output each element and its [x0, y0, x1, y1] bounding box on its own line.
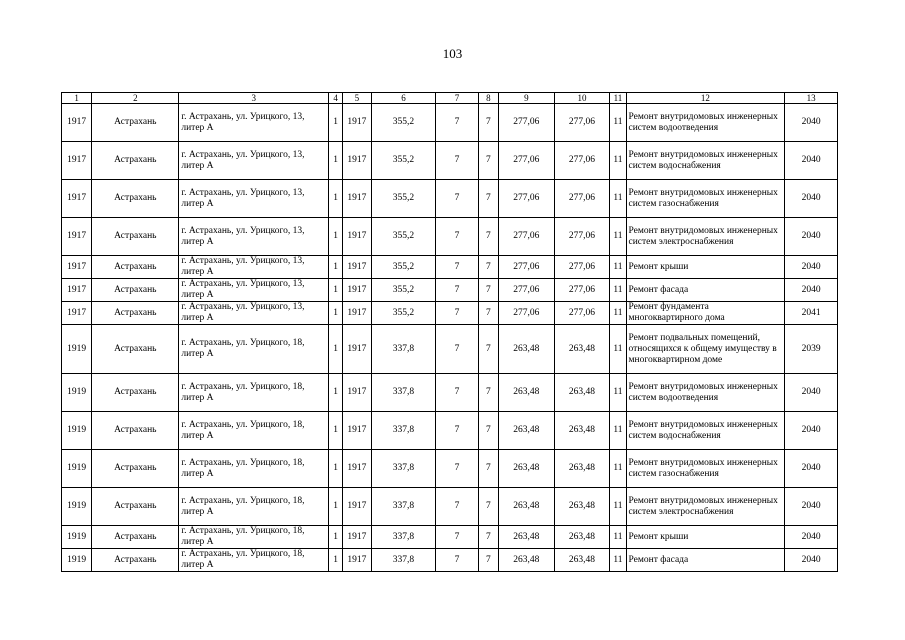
city-cell: Астрахань [92, 256, 179, 279]
area-cell: 277,06 [499, 279, 555, 302]
year-built-cell: 1917 [343, 279, 371, 302]
table-row [62, 488, 838, 526]
address-cell: г. Астрахань, ул. Урицкого, 13, литер А [179, 256, 329, 279]
count-cell: 1 [329, 104, 343, 142]
count-cell: 1 [329, 180, 343, 218]
value-cell: 7 [478, 256, 498, 279]
value-cell: 7 [436, 374, 478, 412]
group-number-cell: 1917 [62, 256, 92, 279]
area-cell: 263,48 [554, 412, 610, 450]
total-area-cell: 337,8 [371, 526, 436, 549]
period-cell: 2040 [785, 450, 838, 488]
area-cell: 277,06 [554, 180, 610, 218]
column-header: 4 [329, 93, 343, 104]
year-built-cell: 1917 [343, 218, 371, 256]
table-row [62, 180, 838, 218]
group-number-cell: 1919 [62, 549, 92, 572]
value-cell: 7 [478, 488, 498, 526]
code-cell: 11 [610, 374, 626, 412]
city-cell: Астрахань [92, 488, 179, 526]
total-area-cell: 355,2 [371, 218, 436, 256]
area-cell: 263,48 [499, 526, 555, 549]
year-built-cell: 1917 [343, 180, 371, 218]
period-cell: 2040 [785, 526, 838, 549]
city-cell: Астрахань [92, 374, 179, 412]
value-cell: 7 [436, 450, 478, 488]
group-number-cell: 1917 [62, 180, 92, 218]
year-built-cell: 1917 [343, 488, 371, 526]
group-number-cell: 1919 [62, 450, 92, 488]
address-cell: г. Астрахань, ул. Урицкого, 18, литер А [179, 412, 329, 450]
address-cell: г. Астрахань, ул. Урицкого, 13, литер А [179, 218, 329, 256]
column-header: 8 [478, 93, 498, 104]
area-cell: 277,06 [554, 302, 610, 325]
work-type-cell: Ремонт внутридомовых инженерных систем водоотведения [626, 104, 785, 142]
city-cell: Астрахань [92, 279, 179, 302]
value-cell: 7 [436, 549, 478, 572]
code-cell: 11 [610, 104, 626, 142]
year-built-cell: 1917 [343, 325, 371, 374]
count-cell: 1 [329, 218, 343, 256]
code-cell: 11 [610, 142, 626, 180]
group-number-cell: 1919 [62, 325, 92, 374]
table-row [62, 549, 838, 572]
count-cell: 1 [329, 526, 343, 549]
count-cell: 1 [329, 279, 343, 302]
table-row [62, 142, 838, 180]
city-cell: Астрахань [92, 549, 179, 572]
year-built-cell: 1917 [343, 302, 371, 325]
value-cell: 7 [478, 142, 498, 180]
work-type-cell: Ремонт фундамента многоквартирного дома [626, 302, 785, 325]
code-cell: 11 [610, 302, 626, 325]
period-cell: 2040 [785, 412, 838, 450]
address-cell: г. Астрахань, ул. Урицкого, 18, литер А [179, 374, 329, 412]
total-area-cell: 355,2 [371, 302, 436, 325]
year-built-cell: 1917 [343, 142, 371, 180]
work-type-cell: Ремонт внутридомовых инженерных систем газоснабжения [626, 450, 785, 488]
column-header: 7 [436, 93, 478, 104]
address-cell: г. Астрахань, ул. Урицкого, 18, литер А [179, 488, 329, 526]
count-cell: 1 [329, 488, 343, 526]
group-number-cell: 1919 [62, 412, 92, 450]
city-cell: Астрахань [92, 526, 179, 549]
count-cell: 1 [329, 302, 343, 325]
city-cell: Астрахань [92, 218, 179, 256]
work-type-cell: Ремонт внутридомовых инженерных систем водоотведения [626, 374, 785, 412]
area-cell: 277,06 [499, 180, 555, 218]
area-cell: 277,06 [554, 218, 610, 256]
table-row [62, 325, 838, 374]
work-type-cell: Ремонт фасада [626, 549, 785, 572]
area-cell: 263,48 [499, 374, 555, 412]
period-cell: 2040 [785, 256, 838, 279]
address-cell: г. Астрахань, ул. Урицкого, 13, литер А [179, 104, 329, 142]
total-area-cell: 337,8 [371, 325, 436, 374]
group-number-cell: 1917 [62, 104, 92, 142]
value-cell: 7 [478, 374, 498, 412]
code-cell: 11 [610, 488, 626, 526]
period-cell: 2040 [785, 218, 838, 256]
value-cell: 7 [436, 256, 478, 279]
area-cell: 277,06 [499, 256, 555, 279]
area-cell: 277,06 [554, 256, 610, 279]
value-cell: 7 [436, 279, 478, 302]
group-number-cell: 1917 [62, 279, 92, 302]
period-cell: 2040 [785, 104, 838, 142]
work-type-cell: Ремонт внутридомовых инженерных систем электроснабжения [626, 218, 785, 256]
total-area-cell: 355,2 [371, 256, 436, 279]
column-header: 12 [626, 93, 785, 104]
table-row [62, 302, 838, 325]
code-cell: 11 [610, 412, 626, 450]
count-cell: 1 [329, 325, 343, 374]
work-type-cell: Ремонт подвальных помещений, относящихся к общему имуществу в многоквартирном доме [626, 325, 785, 374]
work-type-cell: Ремонт фасада [626, 279, 785, 302]
value-cell: 7 [478, 450, 498, 488]
value-cell: 7 [478, 279, 498, 302]
address-cell: г. Астрахань, ул. Урицкого, 13, литер А [179, 279, 329, 302]
area-cell: 277,06 [499, 104, 555, 142]
address-cell: г. Астрахань, ул. Урицкого, 13, литер А [179, 142, 329, 180]
table-row [62, 218, 838, 256]
value-cell: 7 [478, 526, 498, 549]
city-cell: Астрахань [92, 325, 179, 374]
value-cell: 7 [436, 142, 478, 180]
column-header: 1 [62, 93, 92, 104]
group-number-cell: 1919 [62, 488, 92, 526]
area-cell: 277,06 [499, 218, 555, 256]
area-cell: 263,48 [554, 549, 610, 572]
value-cell: 7 [436, 104, 478, 142]
work-type-cell: Ремонт внутридомовых инженерных систем водоснабжения [626, 412, 785, 450]
total-area-cell: 337,8 [371, 412, 436, 450]
year-built-cell: 1917 [343, 526, 371, 549]
page-number: 103 [442, 46, 463, 61]
city-cell: Астрахань [92, 302, 179, 325]
code-cell: 11 [610, 325, 626, 374]
total-area-cell: 337,8 [371, 374, 436, 412]
year-built-cell: 1917 [343, 374, 371, 412]
area-cell: 263,48 [554, 526, 610, 549]
count-cell: 1 [329, 256, 343, 279]
work-type-cell: Ремонт внутридомовых инженерных систем водоснабжения [626, 142, 785, 180]
city-cell: Астрахань [92, 450, 179, 488]
year-built-cell: 1917 [343, 256, 371, 279]
table-row [62, 412, 838, 450]
total-area-cell: 337,8 [371, 549, 436, 572]
value-cell: 7 [478, 104, 498, 142]
work-type-cell: Ремонт крыши [626, 526, 785, 549]
group-number-cell: 1919 [62, 374, 92, 412]
address-cell: г. Астрахань, ул. Урицкого, 18, литер А [179, 325, 329, 374]
value-cell: 7 [478, 302, 498, 325]
period-cell: 2040 [785, 374, 838, 412]
city-cell: Астрахань [92, 104, 179, 142]
area-cell: 263,48 [499, 488, 555, 526]
count-cell: 1 [329, 450, 343, 488]
address-cell: г. Астрахань, ул. Урицкого, 18, литер А [179, 549, 329, 572]
total-area-cell: 355,2 [371, 104, 436, 142]
table-row [62, 279, 838, 302]
period-cell: 2039 [785, 325, 838, 374]
work-type-cell: Ремонт внутридомовых инженерных систем электроснабжения [626, 488, 785, 526]
total-area-cell: 337,8 [371, 488, 436, 526]
count-cell: 1 [329, 549, 343, 572]
address-cell: г. Астрахань, ул. Урицкого, 13, литер А [179, 302, 329, 325]
capital-repair-table [61, 92, 838, 572]
column-header: 6 [371, 93, 436, 104]
area-cell: 263,48 [499, 325, 555, 374]
table-row [62, 526, 838, 549]
value-cell: 7 [436, 180, 478, 218]
column-header: 13 [785, 93, 838, 104]
year-built-cell: 1917 [343, 549, 371, 572]
table-header-row [62, 93, 838, 104]
work-type-cell: Ремонт внутридомовых инженерных систем газоснабжения [626, 180, 785, 218]
value-cell: 7 [478, 180, 498, 218]
column-header: 3 [179, 93, 329, 104]
period-cell: 2040 [785, 142, 838, 180]
table-row [62, 450, 838, 488]
year-built-cell: 1917 [343, 412, 371, 450]
value-cell: 7 [478, 325, 498, 374]
area-cell: 263,48 [499, 549, 555, 572]
table-row [62, 256, 838, 279]
value-cell: 7 [436, 302, 478, 325]
group-number-cell: 1917 [62, 302, 92, 325]
value-cell: 7 [436, 412, 478, 450]
area-cell: 277,06 [499, 142, 555, 180]
area-cell: 263,48 [554, 488, 610, 526]
year-built-cell: 1917 [343, 450, 371, 488]
year-built-cell: 1917 [343, 104, 371, 142]
area-cell: 263,48 [554, 325, 610, 374]
area-cell: 277,06 [554, 104, 610, 142]
total-area-cell: 355,2 [371, 279, 436, 302]
value-cell: 7 [436, 218, 478, 256]
area-cell: 263,48 [554, 374, 610, 412]
code-cell: 11 [610, 279, 626, 302]
period-cell: 2041 [785, 302, 838, 325]
column-header: 10 [554, 93, 610, 104]
column-header: 9 [499, 93, 555, 104]
address-cell: г. Астрахань, ул. Урицкого, 18, литер А [179, 450, 329, 488]
address-cell: г. Астрахань, ул. Урицкого, 13, литер А [179, 180, 329, 218]
value-cell: 7 [436, 526, 478, 549]
table-row [62, 104, 838, 142]
city-cell: Астрахань [92, 412, 179, 450]
code-cell: 11 [610, 256, 626, 279]
value-cell: 7 [436, 325, 478, 374]
code-cell: 11 [610, 180, 626, 218]
period-cell: 2040 [785, 180, 838, 218]
group-number-cell: 1919 [62, 526, 92, 549]
count-cell: 1 [329, 142, 343, 180]
area-cell: 263,48 [499, 450, 555, 488]
code-cell: 11 [610, 526, 626, 549]
area-cell: 277,06 [554, 142, 610, 180]
city-cell: Астрахань [92, 142, 179, 180]
code-cell: 11 [610, 450, 626, 488]
column-header: 2 [92, 93, 179, 104]
address-cell: г. Астрахань, ул. Урицкого, 18, литер А [179, 526, 329, 549]
area-cell: 277,06 [499, 302, 555, 325]
value-cell: 7 [478, 218, 498, 256]
total-area-cell: 355,2 [371, 180, 436, 218]
column-header: 5 [343, 93, 371, 104]
code-cell: 11 [610, 549, 626, 572]
city-cell: Астрахань [92, 180, 179, 218]
area-cell: 277,06 [554, 279, 610, 302]
value-cell: 7 [478, 412, 498, 450]
area-cell: 263,48 [499, 412, 555, 450]
table-row [62, 374, 838, 412]
period-cell: 2040 [785, 279, 838, 302]
area-cell: 263,48 [554, 450, 610, 488]
work-type-cell: Ремонт крыши [626, 256, 785, 279]
value-cell: 7 [478, 549, 498, 572]
count-cell: 1 [329, 374, 343, 412]
code-cell: 11 [610, 218, 626, 256]
count-cell: 1 [329, 412, 343, 450]
period-cell: 2040 [785, 488, 838, 526]
group-number-cell: 1917 [62, 218, 92, 256]
total-area-cell: 355,2 [371, 142, 436, 180]
total-area-cell: 337,8 [371, 450, 436, 488]
group-number-cell: 1917 [62, 142, 92, 180]
period-cell: 2040 [785, 549, 838, 572]
value-cell: 7 [436, 488, 478, 526]
column-header: 11 [610, 93, 626, 104]
